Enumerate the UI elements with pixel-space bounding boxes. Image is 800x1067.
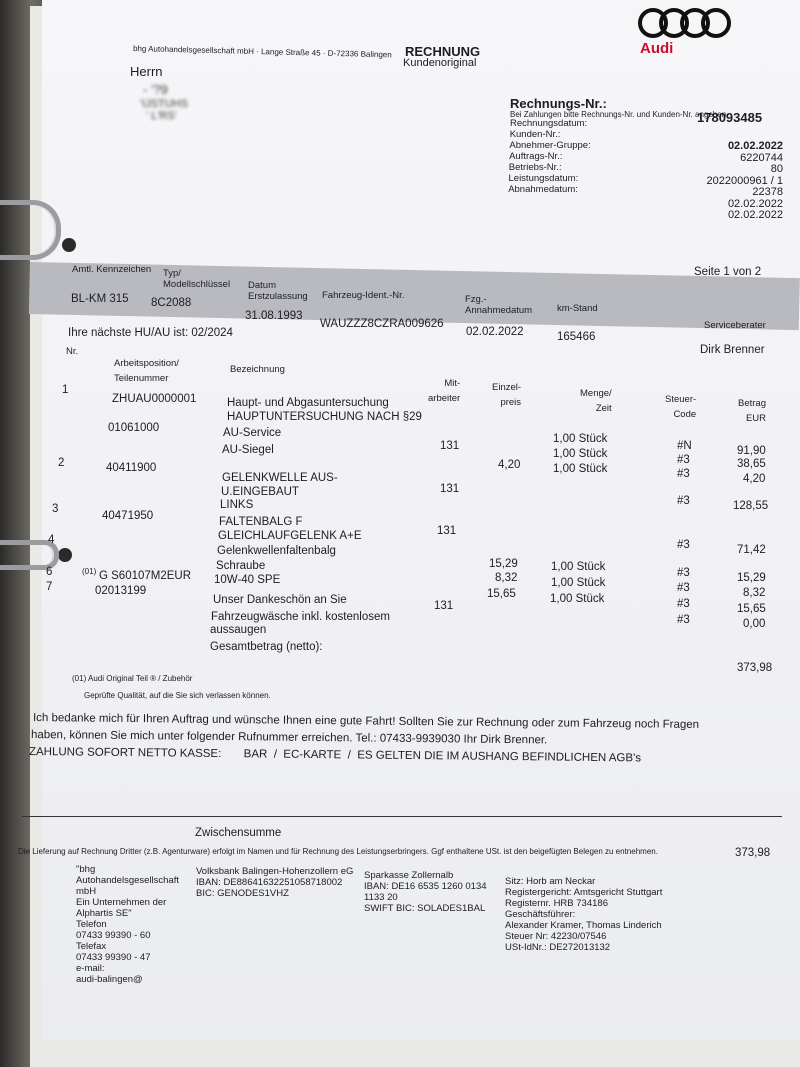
footer-line: Registernr. HRB 734186	[505, 898, 608, 909]
footer-line: mbH	[76, 886, 97, 897]
footer-line: Volksbank Balingen-Hohenzollern eG	[196, 866, 354, 877]
third-party-disclaimer: Die Lieferung auf Rechnung Dritter (z.B. Agenturware) erfolgt im Namen und für Rechnung des Leistungserbringers. Ggf enthaltene USt. ist den beigefügten Belegen zu entnehmen.	[18, 847, 658, 856]
table-cell: 15,65	[737, 603, 766, 615]
table-cell: FALTENBALG F	[219, 516, 303, 528]
audi-wordmark: Audi	[640, 40, 674, 57]
table-cell: 128,55	[733, 500, 769, 512]
table-cell: #3	[677, 539, 690, 551]
table-cell: AU-Service	[223, 427, 282, 439]
footer-line: Steuer Nr: 42230/07546	[505, 931, 607, 942]
vh-typ: Typ/ Modellschlüssel	[163, 268, 231, 290]
footer-line: 07433 99390 - 60	[76, 930, 151, 941]
table-cell: #3	[677, 454, 690, 466]
info-label: Abnahmedatum:	[508, 184, 578, 195]
table-cell: Fahrzeugwäsche inkl. kostenlosem	[211, 611, 390, 623]
salutation: Herrn	[130, 64, 163, 79]
th-bezeichnung: Bezeichnung	[230, 364, 285, 375]
footer-line: USt-IdNr.: DE272013132	[505, 942, 611, 953]
info-value: 6220744	[740, 151, 783, 164]
invoice-number: 178093485	[697, 110, 763, 125]
table-cell: 4,20	[743, 473, 766, 485]
vehicle-km: 165466	[557, 331, 596, 343]
table-cell: Haupt- und Abgasuntersuchung	[227, 397, 389, 409]
invoice-hint: Bei Zahlungen bitte Rechnungs-Nr. und Kunden-Nr. angeben.	[510, 110, 729, 119]
subtotal-label: Zwischensumme	[195, 827, 282, 839]
binder-ring	[0, 200, 61, 260]
footer-line: Sparkasse Zollernalb	[364, 870, 454, 881]
recipient-city: ' L'RS'	[146, 110, 177, 122]
table-cell: LINKS	[220, 499, 254, 511]
table-cell: GELENKWELLE AUS-	[222, 472, 338, 484]
table-cell: AU-Siegel	[222, 444, 274, 456]
table-cell: #3	[677, 582, 690, 594]
table-cell: 38,65	[737, 458, 766, 470]
table-cell: #N	[677, 440, 692, 452]
sender-line: bhg Autohandelsgesellschaft mbH · Lange Straße 45 · D-72336 Balingen	[132, 44, 392, 60]
footer-line: Sitz: Horb am Neckar	[505, 876, 596, 887]
footer-line: audi-balingen@	[76, 974, 143, 985]
table-cell: 3	[52, 503, 59, 515]
table-cell: (01)	[82, 567, 97, 576]
info-label: Auftrags-Nr.:	[509, 151, 563, 162]
table-cell: 131	[434, 600, 454, 612]
table-cell: 373,98	[737, 662, 773, 674]
info-value: 02.02.2022	[727, 197, 783, 210]
table-cell: 6	[46, 566, 53, 578]
footer-line: Registergericht: Amtsgericht Stuttgart	[505, 887, 663, 898]
table-cell: 1,00 Stück	[550, 593, 605, 605]
hu-au-notice: Ihre nächste HU/AU ist: 02/2024	[68, 327, 233, 339]
invoice-number-label: Rechnungs-Nr.:	[510, 96, 607, 111]
table-cell: G S60107M2EUR	[99, 570, 192, 582]
footer-line: "bhg	[76, 864, 96, 875]
thanks-line-1: Ich bedanke mich für Ihren Auftrag und wünsche Ihnen eine gute Fahrt! Sollten Sie zur Rechnung oder zum Fahrzeug noch Fragen	[32, 712, 700, 731]
table-cell: 01061000	[108, 422, 160, 434]
footer-line: IBAN: DE16 6535 1260 0134	[364, 881, 487, 892]
info-label: Kunden-Nr.:	[509, 129, 561, 140]
footer-line: Autohandelsgesellschaft	[76, 875, 179, 886]
table-cell: 71,42	[737, 544, 766, 556]
footer-company	[76, 864, 179, 985]
vh-berater: Serviceberater	[704, 320, 766, 331]
vh-kennzeichen: Amtl. Kennzeichen	[72, 264, 152, 275]
table-cell: #3	[677, 495, 690, 507]
th-nr: Nr.	[66, 346, 79, 357]
footer-line: Geschäftsführer:	[505, 909, 576, 920]
table-cell: aussaugen	[210, 624, 267, 636]
info-label: Rechnungsdatum:	[510, 118, 588, 129]
table-cell: 1,00 Stück	[553, 433, 608, 445]
table-cell: 15,29	[489, 558, 518, 570]
info-value: 02.02.2022	[727, 209, 783, 221]
thanks-line-2: haben, können Sie mich unter folgender Rufnummer erreichen. Tel.: 07433-9939030 Ihr Dirk Brenner.	[30, 729, 548, 747]
table-cell: Gesamtbetrag (netto):	[210, 641, 323, 653]
table-cell: 10W-40 SPE	[214, 574, 281, 586]
info-label: Abnehmer-Gruppe:	[509, 140, 591, 151]
footer-line: Telefon	[76, 919, 107, 930]
footer-bank-1	[196, 866, 353, 899]
table-cell: 1,00 Stück	[551, 577, 606, 589]
table-cell: GLEICHLAUFGELENK A+E	[218, 530, 362, 542]
info-label: Leistungsdatum:	[508, 173, 579, 184]
footer-line: 07433 99390 - 47	[76, 952, 151, 963]
footer-line: 1133 20	[364, 892, 398, 903]
table-cell: Unser Dankeschön an Sie	[213, 594, 347, 606]
table-cell: 40471950	[102, 510, 154, 522]
info-label: Betriebs-Nr.:	[508, 162, 562, 173]
table-cell: 15,65	[487, 588, 516, 600]
footer-line: IBAN: DE88641632251058718002	[196, 877, 343, 888]
info-value: 22378	[752, 186, 783, 198]
document-title: RECHNUNG	[405, 44, 481, 59]
table-cell: 1,00 Stück	[553, 463, 608, 475]
th-steuer: Steuer- Code	[665, 394, 697, 420]
subtotal-divider	[22, 816, 782, 817]
th-position: Arbeitsposition/ Teilenummer	[114, 358, 179, 384]
vh-fin: Fahrzeug-Ident.-Nr.	[322, 290, 405, 301]
document-subtitle: Kundenoriginal	[403, 57, 477, 69]
table-cell: 131	[440, 440, 460, 452]
table-cell: 7	[46, 581, 53, 593]
table-cell: U.EINGEBAUT	[221, 486, 299, 498]
footer-legal	[505, 876, 662, 953]
table-cell: 131	[440, 483, 460, 495]
table-cell: 1,00 Stück	[553, 448, 608, 460]
vehicle-annahme: 02.02.2022	[466, 326, 524, 338]
table-cell: ZHUAU0000001	[112, 393, 197, 405]
footer-line: Ein Unternehmen der	[76, 897, 167, 908]
vehicle-datum: 31.08.1993	[245, 310, 303, 322]
table-cell: 2	[58, 457, 65, 469]
payment-terms: ZAHLUNG SOFORT NETTO KASSE: BAR / EC-KARTE / ES GELTEN DIE IM AUSHANG BEFINDLICHEN AGB's	[28, 746, 642, 765]
table-cell: 1,00 Stück	[551, 561, 606, 573]
vh-annahme: Fzg.- Annahmedatum	[465, 294, 533, 316]
th-betrag: Betrag EUR	[738, 398, 766, 424]
vehicle-kennzeichen: BL-KM 315	[71, 293, 129, 305]
table-cell: 8,32	[495, 572, 518, 584]
footer-line: e-mail:	[76, 963, 105, 974]
table-cell: 40411900	[106, 462, 157, 474]
punch-hole	[58, 548, 72, 562]
quality-note: Geprüfte Qualität, auf die Sie sich verlassen können.	[84, 691, 271, 700]
footer-line: Alphartis SE"	[76, 908, 132, 919]
part-note: (01) Audi Original Teil ® / Zubehör	[72, 674, 193, 683]
table-cell: Schraube	[216, 560, 266, 572]
info-value: 80	[770, 163, 783, 175]
table-cell: 4	[48, 534, 55, 546]
table-cell: Gelenkwellenfaltenbalg	[217, 545, 336, 557]
table-cell: 15,29	[737, 572, 766, 584]
table-cell: HAUPTUNTERSUCHUNG NACH §29	[227, 411, 422, 423]
footer-line: Alexander Kramer, Thomas Linderich	[505, 920, 662, 931]
audi-rings-logo	[636, 6, 736, 40]
vehicle-typ: 8C2088	[151, 297, 192, 309]
table-cell: 131	[437, 525, 457, 537]
table-cell: 4,20	[498, 459, 521, 471]
page-indicator: Seite 1 von 2	[694, 266, 762, 278]
th-menge: Menge/ Zeit	[580, 388, 612, 414]
table-cell: 1	[62, 384, 69, 396]
vh-datum: Datum Erstzulassung	[248, 280, 308, 302]
footer-line: Telefax	[76, 941, 107, 952]
th-einzelpreis: Einzel- preis	[492, 382, 522, 408]
table-cell: #3	[677, 468, 690, 480]
punch-hole	[62, 238, 76, 252]
footer-line: SWIFT BIC: SOLADES1BAL	[364, 903, 486, 914]
vehicle-fin: WAUZZZ8CZRA009626	[320, 318, 444, 330]
service-advisor: Dirk Brenner	[700, 344, 765, 356]
footer-bank-2	[364, 870, 487, 914]
info-value: 2022000961 / 1	[706, 174, 783, 187]
table-cell: 02013199	[95, 585, 147, 597]
recipient-name: - '?9	[143, 82, 168, 97]
table-cell: 8,32	[743, 587, 766, 599]
subtotal-value: 373,98	[735, 847, 771, 859]
recipient-street: 'IJSTUHS	[140, 98, 188, 110]
table-cell: #3	[677, 614, 690, 626]
vh-km: km-Stand	[557, 303, 598, 314]
table-cell: 91,90	[737, 445, 766, 457]
table-cell: #3	[677, 598, 690, 610]
table-cell: 0,00	[743, 618, 766, 630]
th-mitarbeiter: Mit- arbeiter	[428, 378, 461, 404]
table-cell: #3	[677, 567, 690, 579]
footer-line: BIC: GENODES1VHZ	[196, 888, 289, 899]
info-value: 02.02.2022	[727, 140, 783, 152]
